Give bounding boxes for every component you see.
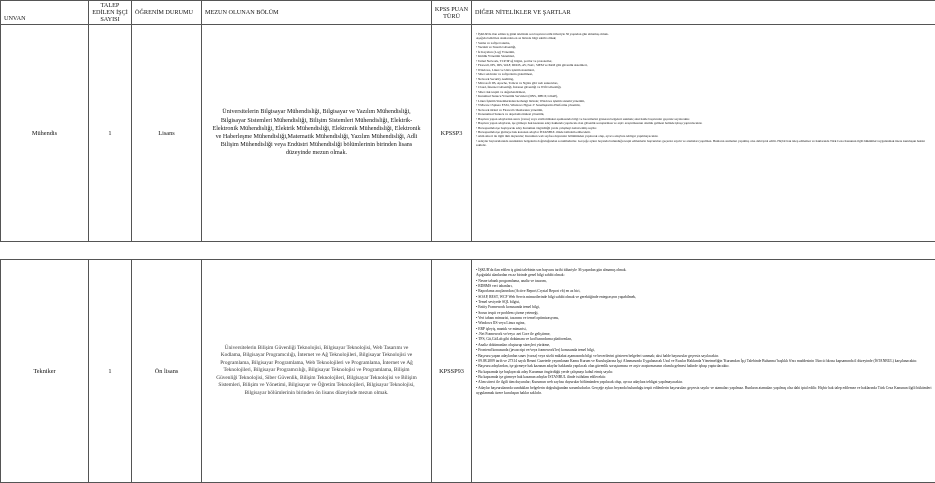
requirement-item: • Network türleri ve Firewall cihazlarının yönetimi, (476, 108, 932, 112)
requirement-item: • Temel seviyede SQL bilgisi, (476, 300, 932, 305)
requirement-item: • Veri tabanı mimarisi, tasarımı ve temel optimizasyonu, (476, 316, 932, 321)
requirement-item: • RDBMS veri tabanları, (476, 284, 932, 289)
header-bolum: MEZUN OLUNAN BÖLÜM (202, 1, 432, 25)
requirement-item: • Windows, Linux ve Unix işletim sistemleri, (476, 68, 932, 72)
requirement-item: • Bu kapsamda işe girmeye hak kazanan adaylar İSTANBUL ilinde istihdam edilecektir. (476, 375, 932, 380)
requirement-item: • Başvuru yapan adaylardan sınav (varsa) veya sözlü mülakat aşamasında bilgi ve becerilerini gösteren belgeleri sunmak; aksi halde başvurular geçersiz sayılacaktır. (476, 117, 932, 121)
requirement-item: • Sızma ve zafiyet tanıma, (476, 41, 932, 45)
requirement-item: • Siber risk tespiti ve değerlendirmesi, (476, 90, 932, 94)
requirement-item: Aşağıda belirtilen alanlardan en az birinde bilgi sahibi olmak; (476, 36, 932, 40)
requirement-item: • ERP işleyiş, mantık ve mimarisi, (476, 327, 932, 332)
header-unvan: UNVAN (1, 1, 89, 25)
nitelik-cell (472, 260, 935, 483)
sayi-cell: 1 (89, 25, 132, 242)
requirement-item: • Siber saldırılar ve zafiyetlerin giderilmesi, (476, 72, 932, 76)
bolum-cell: Üniversitelerin Bilgisayar Mühendisliği, Bilgisayar ve Yazılım Mühendisliği, Bilgisayar Sistemleri Mühendisliği, Bilişim Sistemleri Mühendisliği, Elektrik-Elektronik Mühendisliği, Elektrik Mühendisliği, Elektronik Mühendisliği, Elektronik ve Haberleşme Mühendisliği,Matematik Mühendisliği, Yazılım Mühendisliği, Adli Bilişim Mühendisliği veya Endüstri Mühendisliği bölümlerinin birinden lisans düzeyinde mezun olmak. (202, 25, 432, 242)
requirement-item: • İŞKUR'da ilan edilen iş günü talebinin son başvuru tarihi itibariyle 36 yaşından gün almamış olmak. (476, 268, 932, 273)
requirement-item: • Temel Network, TCP/IP ağ bilgisi, portlar ve protokoller, (476, 59, 932, 63)
requirement-item: • Kurumsal Sunucu Yönetimi Servisleri (DNS, DHCP, LDAP), (476, 94, 932, 98)
requirement-item: • Başvuru adaylardan, işe girmeye hak kazanan adaylar hakkında yapılacak olan güvenlik soruşturması ve arşiv araştırmasının olumlu gelmesi halinde işbaşı yaptırılacaktır. (476, 364, 932, 369)
kpss-cell: KPSSP3 (432, 25, 472, 242)
requirement-item: • Sorun tespit ve problem çözme yeteneği, (476, 311, 932, 316)
requirement-item: • Donanımsal Sunucu ve depolama ünitesi yönetimi, (476, 112, 932, 116)
requirement-item: • Microsoft IIS, Apache, Tomcat ve Nginx gibi web sunucuları, (476, 81, 932, 85)
nitelik-cell (472, 25, 935, 242)
requirement-item: • Network Security Auditing, (476, 77, 932, 81)
requirement-item: • Başvuru yapan adayların, işe girmeye hak kazanan aday hakkında yapılacak olan güvenlik soruşturması ve arşiv araştırmasının olumlu gelmesi halinde işbaşı yaptırılacaktır. (476, 121, 932, 125)
requirement-item: • Bu kapsamda işe başlayacak aday Kurumun öngördüğü yerde çalışmayı kabul etmiş sayılır. (476, 370, 932, 375)
requirement-item: • Adaylar başvurularında sundukları belgelerin doğruluğundan sorumludurlar. Gerçeğe aykırı beyanda bulunduğu tespit edilenlerin başvuruları geçersiz sayılır ve atamaları yapılmaz. Bunların atamaları yapılmış olsa dahi iptal edilir. Hiçbir hak talep edilemez ve haklarında Türk Ceza Kanunun ilgili hükümleri uygulanmak üzere kuruluşun haklar saklıdır. (476, 139, 932, 148)
table-row (1, 260, 935, 483)
requirement-item: • Başvuru yapan adaylardan sınav (varsa) veya sözlü mülakat aşamasında bilgi ve becerilerini gösteren belgeleri sunmak; aksi halde başvurular geçersiz sayılacaktır. (476, 354, 932, 359)
requirement-item: • Alım süreci ile ilgili tüm duyurular; Kurumun web sayfası duyurular bölümünden yapılacak olup, ayrıca adaylara tebligat yapılmayacaktır. (476, 134, 932, 138)
requirement-item: • Windows IIS veya Linux nginx, (476, 321, 932, 326)
header-row (1, 1, 935, 25)
requirement-item: • SOAP, REST, WCF Web Servis mimarilerinde bilgi sahibi olmak ve gerektiğinde entegrasyon yapabilmek, (476, 295, 932, 300)
requirement-item: • VMware vSphere ESXi, Windows Hyper-V Sanallaştırma Platformu yönetimi, (476, 103, 932, 107)
requirement-item: • Frontend konusunda (javascript ve/veya framework'ler) konusunda temel bilgi, (476, 348, 932, 353)
ogrenim-cell: Lisans (132, 25, 202, 242)
unvan-cell: Tekniker (1, 260, 89, 483)
requirement-item: • .Net Framework ve/veya .net Core ile geliştirme, (476, 332, 932, 337)
bolum-cell: Üniversitelerin Bilişim Güvenliği Teknolojisi, Bilgisayar Teknolojisi, Web Tasarımı ve Kodlama, Bilgisayar Programcılığı, İnternet ve Ağ Teknolojileri, Bilgisayar Teknolojisi ve Programlama, Bilgisayar Programlama, Web Teknolojileri ve Programlama, İnternet ve Ağ Teknolojileri, Bilgisayar Programcılığı, Bilgisayar Teknolojisi ve Programlama, Bilişim Güvenliği Teknolojisi, Siber Güvenlik, Bilişim Teknolojileri, Bilgisayar Teknolojisi ve Bilişim Sistemleri, Bilişim ve Yönetimi, Bilgisayar ve Öğretim Teknolojileri, Bilgisayar Teknolojisi, Bilgisayar bölümlerinin birinden ön lisans düzeyinde mezun olmak. (202, 260, 432, 483)
nitelik-list (476, 25, 932, 148)
table-row (1, 25, 935, 242)
unvan-cell: Mühendis (1, 25, 89, 242)
header-nitelik: DİĞER NİTELİKLER VE ŞARTLAR (472, 1, 935, 25)
requirement-item: Aşağıdaki alanlardan en az birinde genel bilgi sahibi olmak: (476, 273, 932, 278)
header-talep: TALEP EDİLEN İŞÇİ SAYISI (89, 1, 132, 25)
requirement-item: • Bu kapsamda işe girmeye hak kazanan adaylar İSTANBUL ilinde istihdam edilecektir. (476, 130, 932, 134)
requirement-item: • Alım süreci ile ilgili tüm duyurular; Kurumun web sayfası duyurular bölümünden yapılacak olup, ayrıca adaylara tebligat yapılmayacaktır. (476, 380, 932, 385)
requirement-item: • İŞKUR'da ilan edilen iş günü talebinin son başvuru tarihi itibariyle 36 yaşından gün almamış olmak. (476, 32, 932, 36)
ogrenim-cell: Ön lisans (132, 260, 202, 483)
requirement-item: • Adaylar başvurularında sundukları belgelerin doğruluğundan sorumludurlar. Gerçeğe aykırı beyanda bulunduğu tespit edilenlerin başvuruları geçersiz sayılır ve atamaları yapılmaz. Bunların atamaları yapılmış olsa dahi iptal edilir. Hiçbir hak talep edilemez ve haklarında Türk Ceza Kanunun ilgili hükümleri uygulanmak üzere kuruluşun haklar saklıdır. (476, 386, 932, 397)
requirement-item: • Analiz dokümanları oluşturup süreçleri yürütme, (476, 343, 932, 348)
requirement-item: • Raporlama araçlarından (Active Report,Crystal Report vb) en az biri, (476, 289, 932, 294)
kpss-cell: KPSSP93 (432, 260, 472, 483)
requirement-item: • Firewall, IPS, IDS, WAF, DDOS, AV, NAC, SIEM ve PAM gibi güvenlik sistemleri, (476, 63, 932, 67)
requirement-item: • 09.08.2009 tarih ve 27314 sayılı Resmi Gazetede yayımlanan Kamu Kurum ve Kuruluşlarına İşçi Alınmasında Uygulanacak Usul ve Esaslar Hakkında Yönetmeliğin 'Kurumdan İşçi Talebinde Bulunma' başlıklı 6'ncı maddesinin 3'üncü fıkrası kapsamında il düzeyinde (İSTANBUL) karşılanacaktır. (476, 359, 932, 364)
requirement-item: • İz Kayıtları (Log) Yönetimi, (476, 50, 932, 54)
requirement-item: • Linux İşletim Sistemlerinden herhangi birinde; Windows işletim sistemi yönetimi, (476, 99, 932, 103)
nitelik-list (476, 260, 932, 396)
requirement-item: • Yazılım ve Sistem Güvenliği, (476, 45, 932, 49)
header-ogrenim: ÖĞRENİM DURUMU (132, 1, 202, 25)
spacer-row (1, 242, 935, 260)
sayi-cell: 1 (89, 260, 132, 483)
requirement-item: • Nesne tabanlı programlama, analiz ve tasarım, (476, 279, 932, 284)
header-kpss: KPSS PUAN TÜRÜ (432, 1, 472, 25)
requirement-item: • TFS, Git,GitLab gibi dokümanı ve kod barındırma platformları, (476, 337, 932, 342)
requirement-item: • Kimlik Yönetimi Sistemleri, (476, 54, 932, 58)
requirement-item: • Entity Framework konusunda temel bilgi, (476, 305, 932, 310)
requirement-item: • Cloud, İnternet Güvenliği, İntranet güvenliği ve Wifi Güvenliği, (476, 85, 932, 89)
requirement-item: • Bu kapsamda işe başlayacak aday Kurumun öngördüğü yerde çalışmayı kabul etmiş sayılır. (476, 126, 932, 130)
